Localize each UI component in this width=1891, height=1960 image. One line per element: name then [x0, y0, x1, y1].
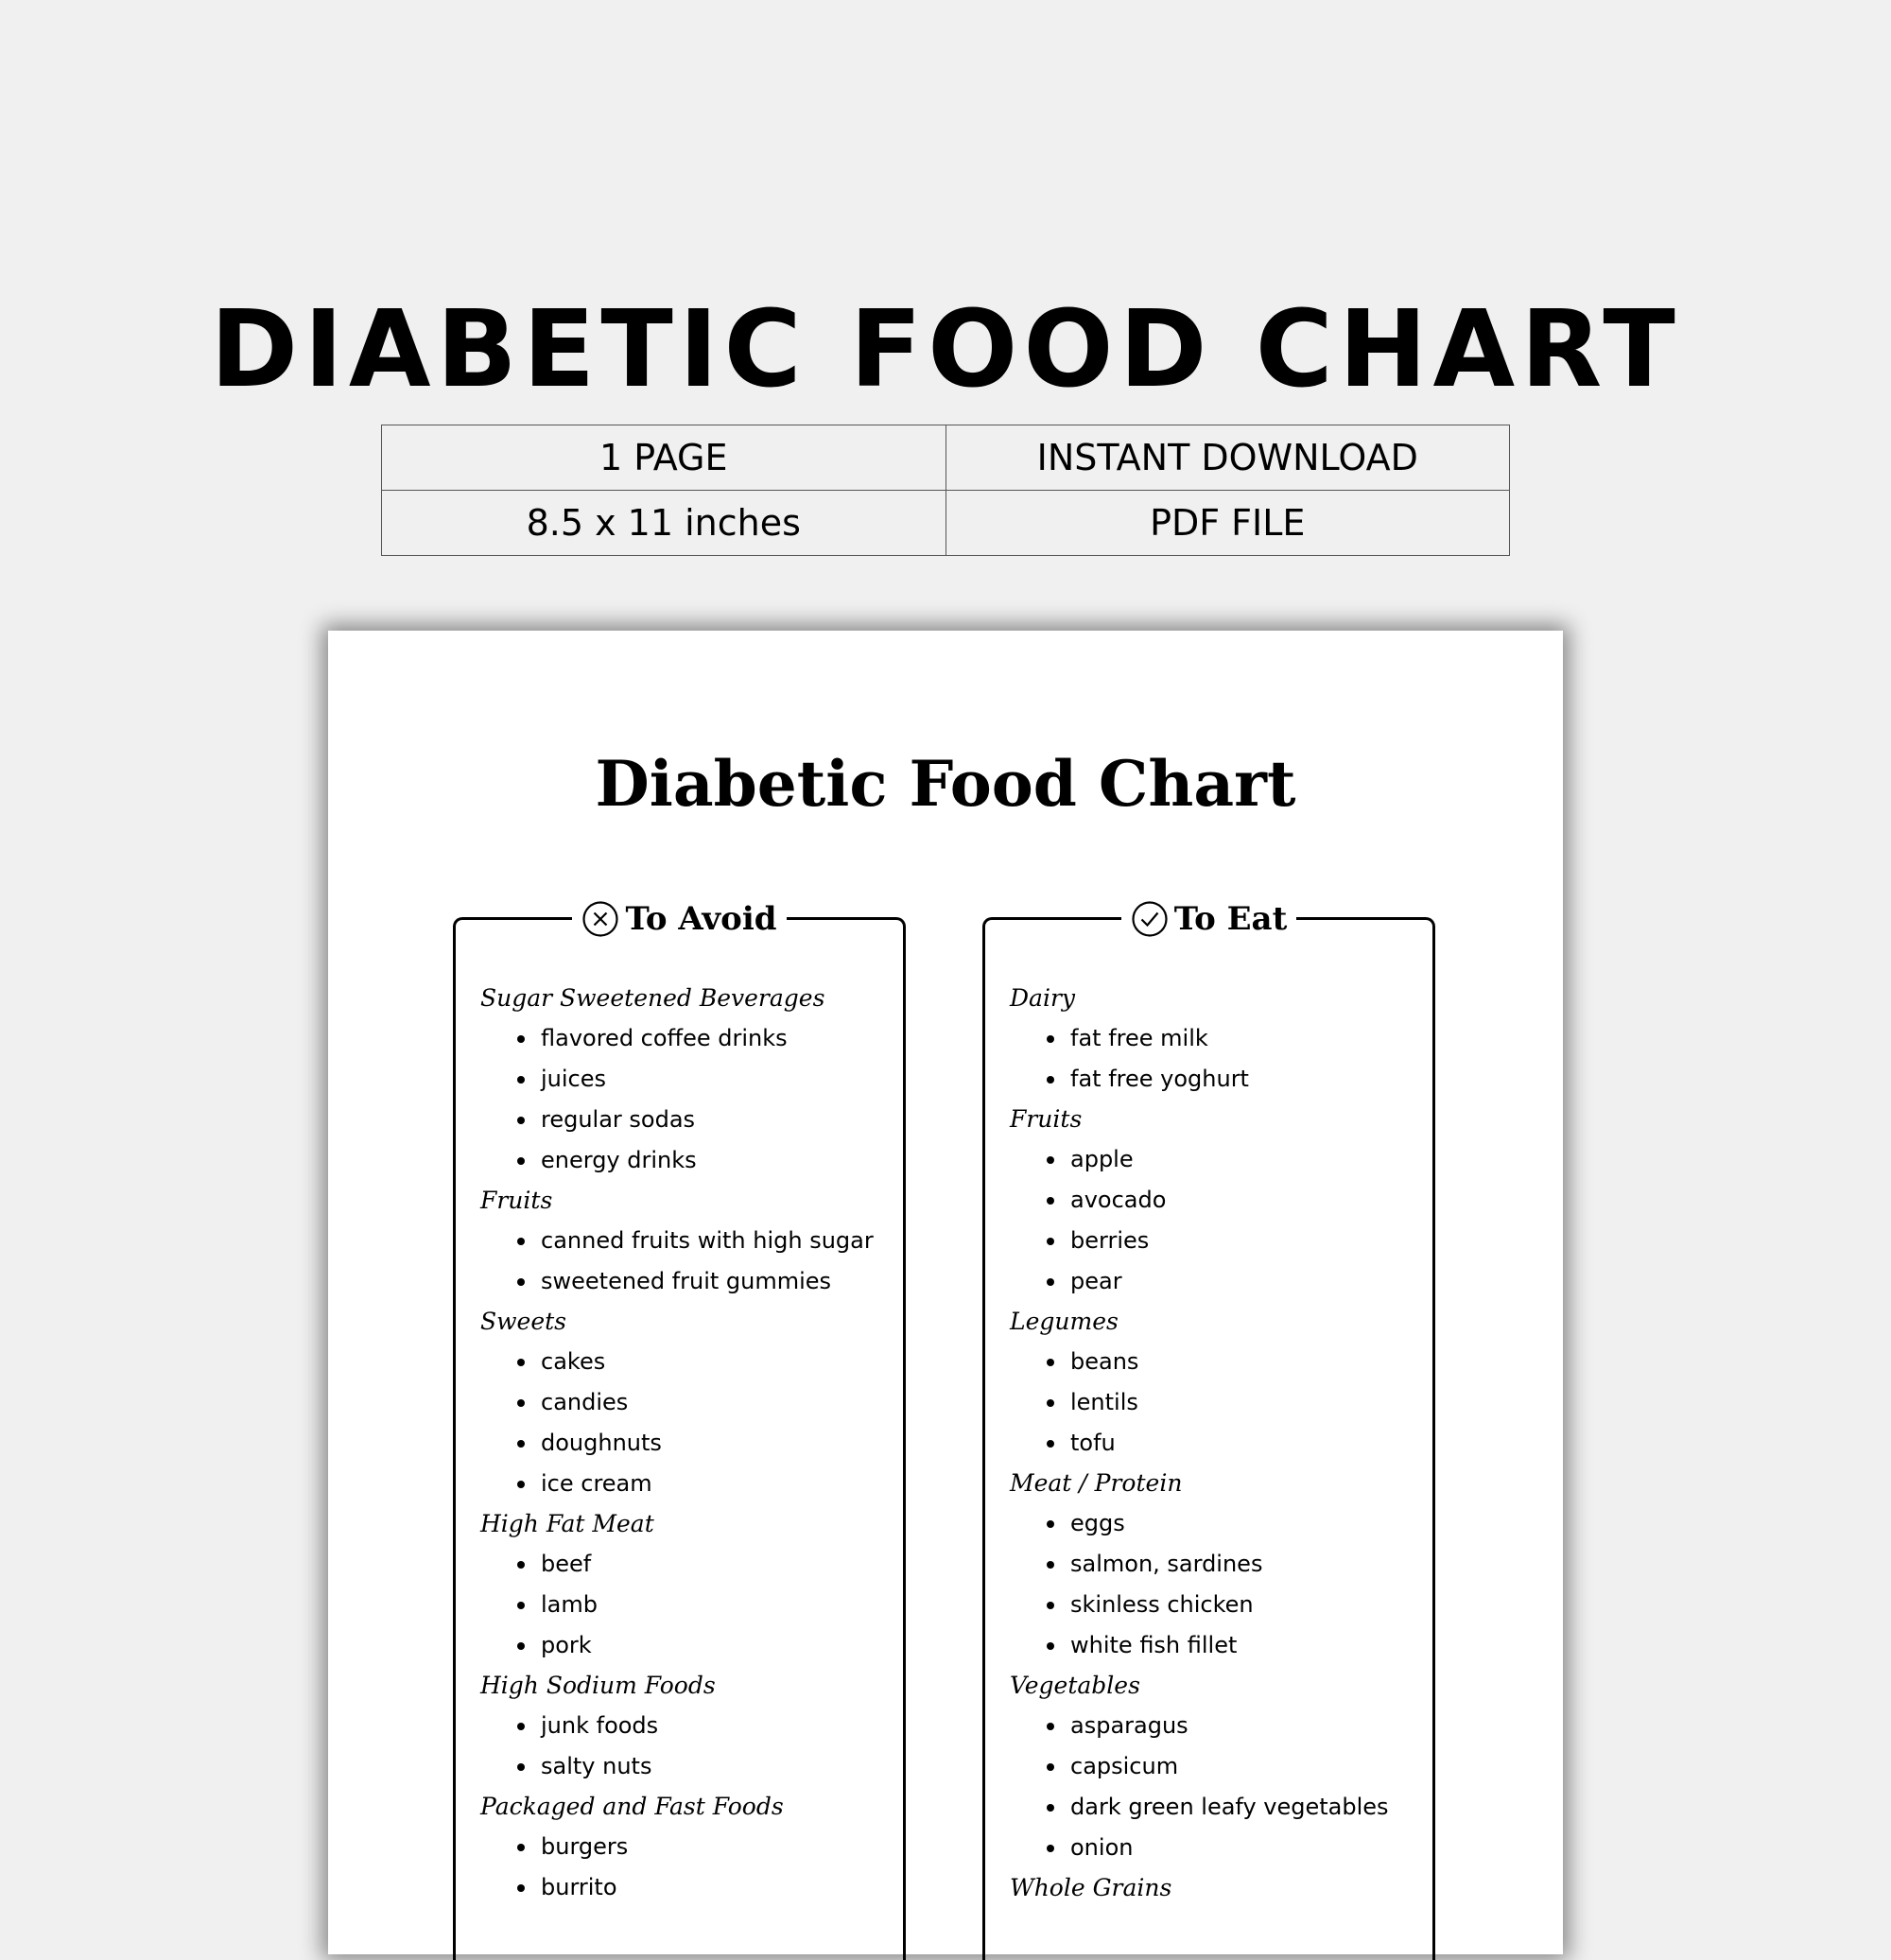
food-list — [1010, 1139, 1423, 1302]
category-heading: Vegetables — [1010, 1672, 1140, 1699]
category-heading: High Fat Meat — [480, 1510, 654, 1537]
food-item: dark green leafy vegetables — [1070, 1787, 1423, 1828]
food-item: white fish fillet — [1070, 1625, 1423, 1666]
food-item: juices — [541, 1059, 893, 1100]
to-eat-list — [1010, 979, 1423, 1908]
to-avoid-heading-label: To Avoid — [625, 900, 777, 938]
food-item: lamb — [541, 1585, 893, 1625]
food-item: flavored coffee drinks — [541, 1018, 893, 1059]
food-item: sweetened fruit gummies — [541, 1261, 893, 1302]
food-item: berries — [1070, 1221, 1423, 1261]
product-info-table — [381, 425, 1510, 556]
food-list — [480, 1221, 893, 1302]
x-circle-icon — [581, 900, 619, 938]
info-row — [382, 425, 1510, 491]
category-heading: Legumes — [1010, 1308, 1119, 1335]
food-item: energy drinks — [541, 1140, 893, 1181]
category-heading: Meat / Protein — [1010, 1469, 1183, 1497]
food-item: eggs — [1070, 1503, 1423, 1544]
to-avoid-column — [453, 900, 906, 1960]
food-list — [480, 1544, 893, 1666]
to-eat-column — [982, 900, 1435, 1960]
food-item: tofu — [1070, 1423, 1423, 1464]
document-title: Diabetic Food Chart — [595, 747, 1296, 821]
food-item: candies — [541, 1382, 893, 1423]
food-item: ice cream — [541, 1464, 893, 1504]
food-item: salmon, sardines — [1070, 1544, 1423, 1585]
info-cell-pages: 1 PAGE — [382, 425, 946, 491]
category-heading: Sugar Sweetened Beverages — [480, 984, 825, 1012]
food-list — [480, 1827, 893, 1908]
food-item: cakes — [541, 1342, 893, 1382]
food-item: canned fruits with high sugar — [541, 1221, 893, 1261]
document-page — [328, 631, 1563, 1954]
food-list — [480, 1018, 893, 1181]
category-heading: Sweets — [480, 1308, 566, 1335]
category-heading: Fruits — [1010, 1105, 1083, 1133]
food-item: lentils — [1070, 1382, 1423, 1423]
info-cell-format: PDF FILE — [946, 491, 1510, 556]
food-item: regular sodas — [541, 1100, 893, 1140]
category-heading: High Sodium Foods — [480, 1672, 716, 1699]
info-cell-size: 8.5 x 11 inches — [382, 491, 946, 556]
food-list — [480, 1342, 893, 1504]
to-eat-heading-label: To Eat — [1173, 900, 1288, 938]
info-cell-delivery: INSTANT DOWNLOAD — [946, 425, 1510, 491]
food-item: skinless chicken — [1070, 1585, 1423, 1625]
category-heading: Dairy — [1010, 984, 1076, 1012]
food-list — [1010, 1706, 1423, 1868]
food-item: burgers — [541, 1827, 893, 1867]
food-item: junk foods — [541, 1706, 893, 1746]
food-item: beef — [541, 1544, 893, 1585]
food-item: beans — [1070, 1342, 1423, 1382]
category-heading: Fruits — [480, 1187, 553, 1214]
food-item: avocado — [1070, 1180, 1423, 1221]
food-item: salty nuts — [541, 1746, 893, 1787]
to-avoid-list — [480, 979, 893, 1908]
food-item: pear — [1070, 1261, 1423, 1302]
category-heading: Whole Grains — [1010, 1874, 1172, 1901]
food-item: apple — [1070, 1139, 1423, 1180]
food-item: fat free yoghurt — [1070, 1059, 1423, 1100]
category-heading: Packaged and Fast Foods — [480, 1793, 784, 1820]
banner-title: DIABETIC FOOD CHART — [210, 288, 1681, 411]
food-list — [1010, 1342, 1423, 1464]
food-list — [1010, 1503, 1423, 1666]
food-item: pork — [541, 1625, 893, 1666]
food-item: capsicum — [1070, 1746, 1423, 1787]
to-eat-heading — [1121, 898, 1297, 940]
food-item: burrito — [541, 1867, 893, 1908]
food-list — [480, 1706, 893, 1787]
food-list — [1010, 1018, 1423, 1100]
food-item: asparagus — [1070, 1706, 1423, 1746]
to-avoid-heading — [572, 898, 786, 940]
check-circle-icon — [1131, 900, 1169, 938]
food-item: onion — [1070, 1828, 1423, 1868]
info-row — [382, 491, 1510, 556]
food-item: fat free milk — [1070, 1018, 1423, 1059]
food-item: doughnuts — [541, 1423, 893, 1464]
